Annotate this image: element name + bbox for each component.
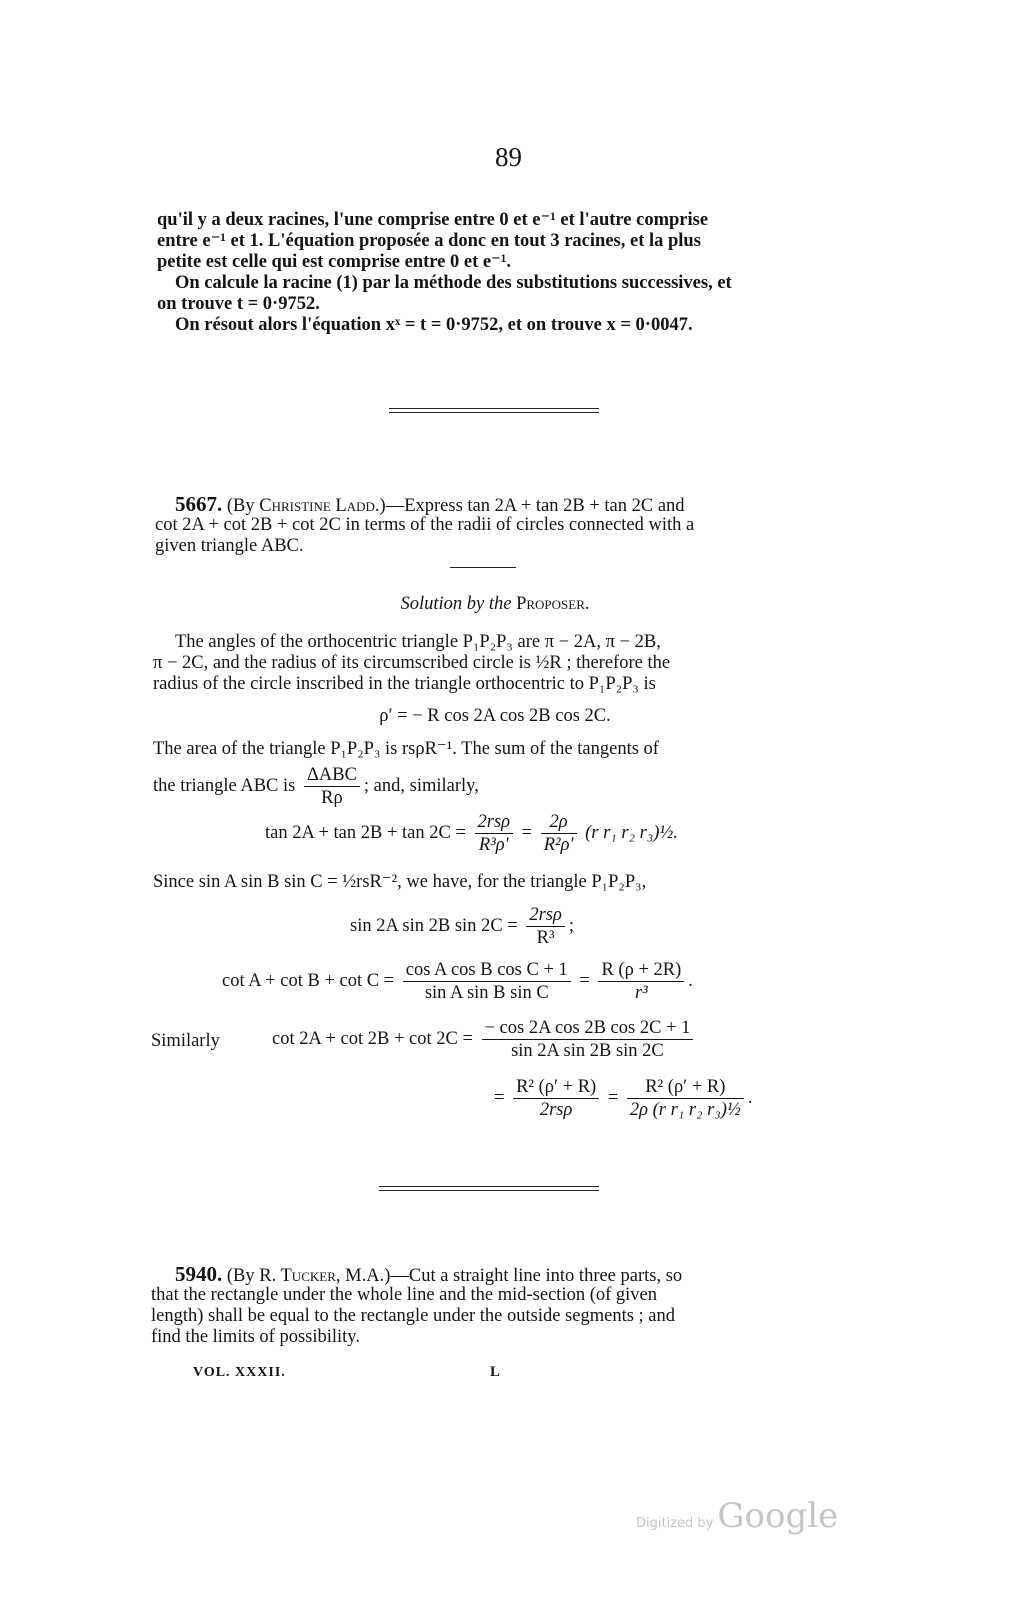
equation-rho-prime: ρ′ = − R cos 2A cos 2B cos 2C.: [379, 706, 611, 726]
equals-sign: =: [579, 970, 590, 991]
fraction-denominator: sin 2A sin 2B sin 2C: [511, 1041, 664, 1061]
solution-p1-line-3: radius of the circle inscribed in the triangle orthocentric to P₁P₂P₃ is: [153, 674, 656, 694]
equation-2-tail: (r r₁ r₂ r₃)½.: [585, 822, 678, 843]
fraction-denominator: Rρ: [321, 788, 343, 808]
fraction-denominator: R³ρ′: [478, 835, 509, 855]
fraction-numerator: − cos 2A cos 2B cos 2C + 1: [482, 1018, 694, 1040]
solution-heading: [0, 594, 990, 615]
equation-4-lhs: cot A + cot B + cot C =: [222, 970, 395, 991]
fraction-denominator: 2ρ (r r₁ r₂ r₃)½: [629, 1100, 741, 1120]
solution-p3: Since sin A sin B sin C = ½rsR⁻², we have, for the triangle P₁P₂P₃,: [153, 872, 647, 892]
solution-p2-text-a: the triangle ABC is: [153, 775, 296, 796]
solution-p2-line-1: The area of the triangle P₁P₂P₃ is rsρR⁻¹. The sum of the tangents of: [153, 739, 659, 759]
fraction-area-over-r-rho: [304, 765, 360, 808]
equation-3-fraction: [526, 905, 565, 948]
google-logo-text: Google: [717, 1496, 839, 1536]
fraction-numerator: R (ρ + 2R): [598, 960, 684, 982]
digitized-by-text: Digitized by: [636, 1516, 714, 1531]
short-divider: [450, 567, 516, 568]
problem-5667-statement-start: )—Express tan 2A + tan 2B + tan 2C and: [379, 496, 685, 516]
continuation-line-5: on trouve t = 0·9752.: [157, 294, 320, 314]
fraction-denominator: R³: [536, 928, 555, 948]
equation-6-fraction-1: [513, 1077, 599, 1120]
fraction-numerator: 2rsρ: [475, 812, 514, 834]
problem-5667-line-1: [175, 494, 685, 517]
equation-4-fraction-2: [598, 960, 684, 1003]
problem-5940-author-open: (By: [226, 1266, 260, 1286]
solution-p1-line-2: π − 2C, and the radius of its circumscribed circle is ½R ; therefore the: [153, 653, 671, 673]
equals-sign: =: [521, 822, 533, 843]
solution-heading-italic: Solution by the: [400, 594, 512, 614]
problem-5667-number: 5667.: [175, 492, 223, 516]
equation-cot-double-result: [494, 1077, 752, 1120]
equation-5-lhs: cot 2A + cot 2B + cot 2C =: [272, 1028, 473, 1049]
problem-5940-author: R. Tucker, M.A.: [259, 1266, 385, 1286]
problem-5940-line-1: [175, 1264, 682, 1287]
continuation-line-4: On calcule la racine (1) par la méthode des substitutions successives, et: [175, 273, 732, 293]
equation-6-fraction-2: [627, 1077, 744, 1120]
equation-2-fraction-1: [475, 812, 514, 855]
solution-p2-line-2: [153, 765, 479, 808]
problem-5940-line-2: that the rectangle under the whole line and the mid-section (of given: [151, 1285, 658, 1305]
section-divider-bottom-b: [379, 1190, 599, 1191]
equation-2-fraction-2: [541, 812, 577, 855]
fraction-numerator: R² (ρ′ + R): [513, 1077, 599, 1099]
fraction-numerator: 2ρ: [541, 812, 577, 834]
problem-5940-statement-start: )—Cut a straight line into three parts, so: [384, 1266, 683, 1286]
fraction-numerator: cos A cos B cos C + 1: [403, 960, 571, 982]
continuation-line-6: On résout alors l'équation xˣ = t = 0·9752, et on trouve x = 0·0047.: [175, 315, 693, 335]
fraction-numerator: ΔABC: [304, 765, 360, 787]
solution-heading-proposer: Proposer.: [516, 594, 590, 614]
continuation-line-2: entre e⁻¹ et 1. L'équation proposée a donc en tout 3 racines, et la plus: [157, 231, 701, 251]
page-number: 89: [495, 142, 522, 172]
volume-label: VOL. XXXII.: [193, 1365, 286, 1380]
problem-5667-author-open: (By: [226, 496, 260, 516]
fraction-denominator: 2rsρ: [539, 1100, 573, 1120]
problem-5940-number: 5940.: [175, 1262, 223, 1286]
signature-mark: L: [490, 1364, 501, 1380]
equation-tangent-sum: [265, 812, 678, 855]
equation-3-tail: ;: [568, 915, 575, 936]
section-divider-top-b: [389, 412, 599, 413]
equals-sign: =: [494, 1087, 505, 1108]
problem-5667-line-2: cot 2A + cot 2B + cot 2C in terms of the radii of circles connected with a: [155, 515, 695, 535]
continuation-line-1: qu'il y a deux racines, l'une comprise entre 0 et e⁻¹ et l'autre comprise: [157, 210, 709, 230]
fraction-numerator: R² (ρ′ + R): [627, 1077, 744, 1099]
fraction-numerator: 2rsρ: [526, 905, 565, 927]
section-divider-bottom-a: [379, 1186, 599, 1187]
section-divider-top-a: [389, 408, 599, 409]
solution-p1-line-1: The angles of the orthocentric triangle P₁P₂P₃ are π − 2A, π − 2B,: [175, 632, 661, 652]
equation-6-tail: .: [747, 1087, 753, 1108]
equation-3-lhs: sin 2A sin 2B sin 2C =: [350, 915, 518, 936]
equals-sign: =: [607, 1087, 619, 1108]
equation-4-fraction-1: [403, 960, 571, 1003]
fraction-denominator: r³: [634, 983, 648, 1003]
problem-5667-line-3: given triangle ABC.: [155, 536, 304, 556]
problem-5940-line-3: length) shall be equal to the rectangle under the outside segments ; and: [151, 1306, 676, 1326]
solution-p2-text-b: ; and, similarly,: [363, 775, 479, 796]
equation-5-fraction: [482, 1018, 694, 1061]
equation-4-tail: .: [688, 970, 693, 991]
equation-cot-double-sum: [272, 1018, 697, 1061]
problem-5667-author: Christine Ladd.: [259, 496, 380, 516]
problem-5940-line-4: find the limits of possibility.: [151, 1327, 360, 1347]
fraction-denominator: sin A sin B sin C: [424, 983, 549, 1003]
similarly-label: Similarly: [151, 1031, 220, 1051]
google-watermark: [636, 1496, 838, 1536]
continuation-line-3: petite est celle qui est comprise entre 0 et e⁻¹.: [157, 252, 512, 272]
fraction-denominator: R²ρ′: [543, 835, 574, 855]
equation-sine-product: [350, 905, 574, 948]
equation-2-lhs: tan 2A + tan 2B + tan 2C =: [265, 822, 466, 843]
equation-cot-sum: [222, 960, 693, 1003]
